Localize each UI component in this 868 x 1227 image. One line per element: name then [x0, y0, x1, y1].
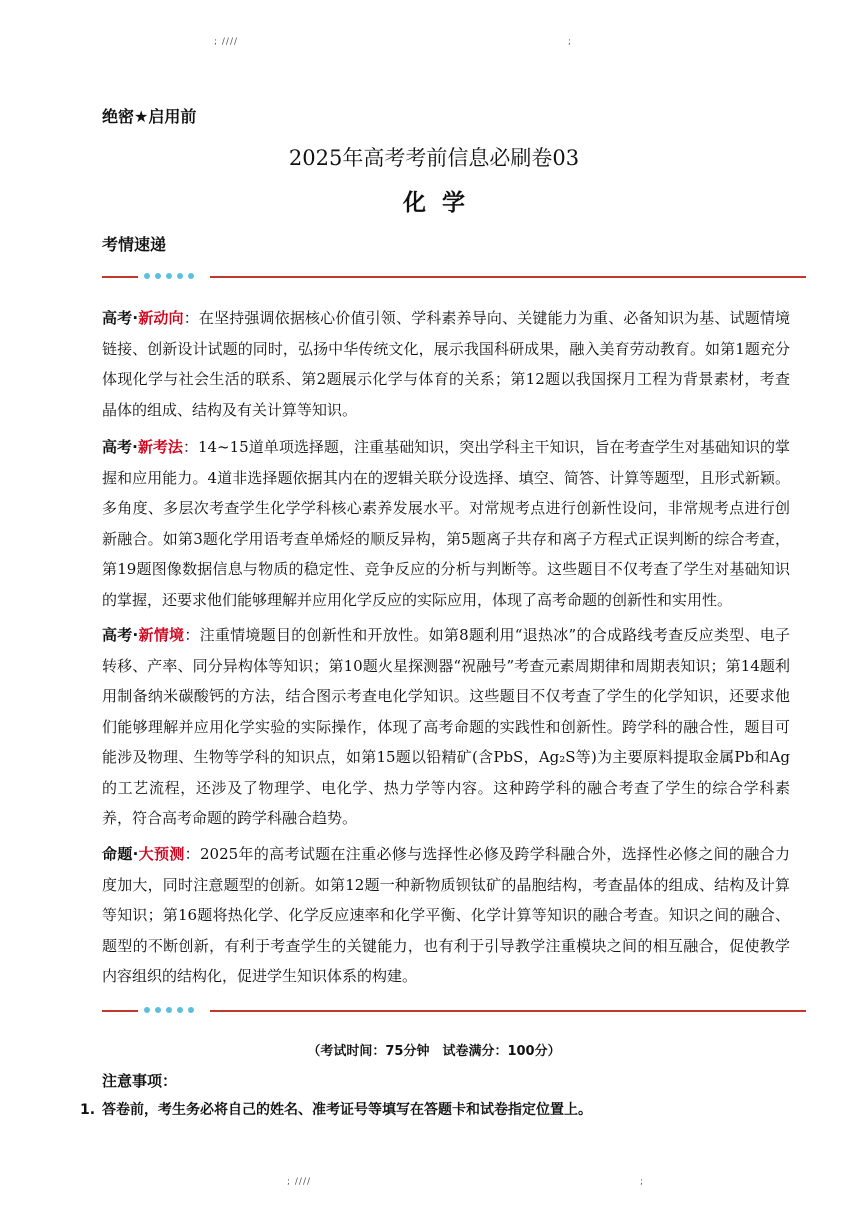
- divider-bottom: [102, 1006, 806, 1016]
- paragraph-tag-highlight: 新动向: [138, 309, 184, 327]
- section-heading: 考情速递: [102, 235, 167, 254]
- notice-item-text: 答卷前，考生务必将自己的姓名、准考证号等填写在答题卡和试卷指定位置上。: [102, 1102, 592, 1118]
- paragraph-new-method: [102, 432, 790, 615]
- exam-info: （考试时间：75分钟 试卷满分：100分）: [307, 1044, 561, 1059]
- paragraph-tag-highlight: 大预测: [138, 845, 185, 863]
- paragraph-tag-prefix: 高考·: [102, 626, 139, 644]
- paragraph-text: ：14~15道单项选择题，注重基础知识，突出学科主干知识，旨在考查学生对基础知识的掌握和应用能力。4道非选择题依据其内在的逻辑关联分设选择、填空、简答、计算等题型，且形式新颖。多角度、多层次考查学生化学学科核心素养发展水平。对常规考点进行创新性设问，非常规考点进行创新融合。如第3题化学用语考查单烯烃的顺反异构，第5题离子共存和离子方程式正误判断的综合考查，第19题图像数据信息与物质的稳定性、竞争反应的分析与判断等。这些题目不仅考查了学生对基础知识的掌握，还要求他们能够理解并应用化学反应的实际应用，体现了高考命题的创新性和实用性。: [102, 438, 791, 609]
- notice-heading: 注意事项：: [102, 1072, 178, 1090]
- page-mark-top-left: ; ////: [214, 37, 239, 47]
- notice-item-number: 1.: [80, 1102, 96, 1118]
- paragraph-new-trend: [102, 303, 790, 425]
- paragraph-tag-prefix: 高考·: [102, 438, 138, 456]
- paragraph-tag-highlight: 新考法: [137, 438, 183, 456]
- page-title: 2025年高考考前信息必刷卷03: [288, 146, 580, 170]
- paragraph-tag-prefix: 高考·: [102, 309, 139, 327]
- confidential-label: 绝密★启用前: [102, 107, 197, 126]
- paragraph-tag-highlight: 新情境: [138, 626, 185, 644]
- subject-title: 化学: [403, 189, 481, 216]
- paragraph-text: ：在坚持强调依据核心价值引领、学科素养导向、关键能力为重、必备知识为基、试题情境链接、创新设计试题的同时，弘扬中华传统文化，展示我国科研成果，融入美育劳动教育。如第1题充分体现化学与社会生活的联系、第2题展示化学与体育的关系；第12题以我国探月工程为背景素材，考查晶体的组成、结构及有关计算等知识。: [102, 309, 790, 419]
- page-mark-bottom-right: ;: [640, 1177, 645, 1187]
- page-mark-bottom-left: ; ////: [287, 1177, 312, 1187]
- paragraph-text: ：2025年的高考试题在注重必修与选择性必修及跨学科融合外，选择性必修之间的融合力度加大，同时注意题型的创新。如第12题一种新物质钡钛矿的晶胞结构，考查晶体的组成、结构及计算等知识；第16题将热化学、化学反应速率和化学平衡、化学计算等知识的融合考查。知识之间的融合、题型的不断创新，有利于考查学生的关键能力，也有利于引导教学注重模块之间的相互融合，促使教学内容组织的结构化，促进学生知识体系的构建。: [102, 845, 790, 985]
- notice-item: [80, 1099, 592, 1119]
- divider-top: [102, 272, 806, 282]
- paragraph-new-context: [102, 620, 790, 834]
- paragraph-prediction: [102, 839, 790, 992]
- paragraph-tag-prefix: 命题·: [102, 845, 139, 863]
- page-mark-top-right: ;: [568, 37, 573, 47]
- paragraph-text: ：注重情境题目的创新性和开放性。如第8题利用“退热冰”的合成路线考查反应类型、电子转移、产率、同分异构体等知识；第10题火星探测器“祝融号”考查元素周期律和周期表知识；第14题利用制备纳米碳酸钙的方法，结合图示考查电化学知识。这些题目不仅考查了学生的化学知识，还要求他们能够理解并应用化学实验的实际操作，体现了高考命题的实践性和创新性。跨学科的融合性，题目可能涉及物理、生物等学科的知识点，如第15题以铅精矿(含PbS，Ag₂S等)为主要原料提取金属Pb和Ag的工艺流程，还涉及了物理学、电化学、热力学等内容。这种跨学科的融合考查了学生的综合学科素养，符合高考命题的跨学科融合趋势。: [102, 626, 790, 827]
